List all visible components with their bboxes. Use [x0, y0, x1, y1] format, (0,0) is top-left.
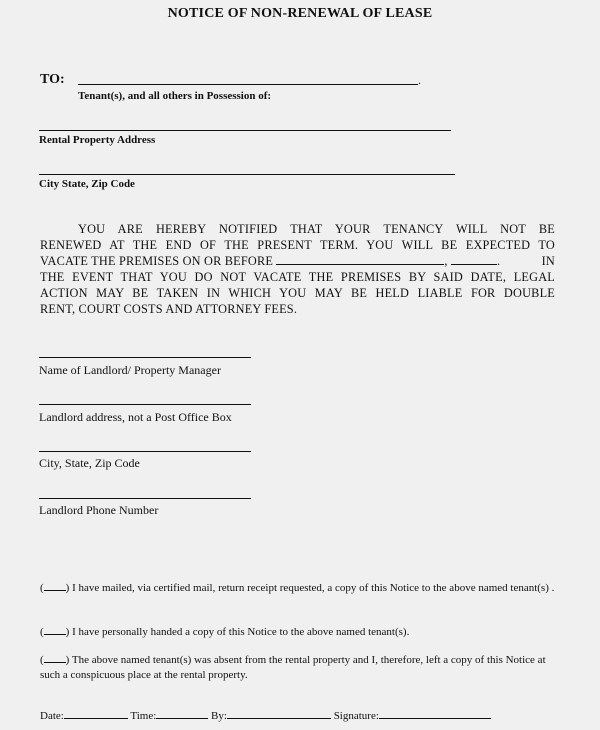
vacate-date-blank[interactable]	[276, 254, 444, 265]
landlord-city-line[interactable]	[39, 451, 251, 452]
by-field[interactable]	[227, 708, 331, 719]
notice-line: IN	[541, 254, 555, 268]
date-label: Date:	[40, 710, 64, 722]
mailed-checkbox[interactable]	[44, 580, 66, 591]
landlord-phone-label: Landlord Phone Number	[39, 503, 159, 517]
city-state-zip-label: City State, Zip Code	[39, 178, 135, 190]
document-title: NOTICE OF NON-RENEWAL OF LEASE	[167, 6, 433, 21]
by-label: By:	[211, 710, 227, 722]
notice-line: ACTION MAY BE TAKEN IN WHICH YOU MAY BE HELD LIABLE FOR DOUBLE	[40, 286, 555, 300]
time-field[interactable]	[156, 708, 208, 719]
to-suffix: .	[418, 73, 421, 87]
rental-address-label: Rental Property Address	[39, 134, 156, 146]
posted-checkbox[interactable]	[44, 652, 66, 663]
city-state-zip-line[interactable]	[39, 174, 455, 175]
notice-line: RENEWED AT THE END OF THE PRESENT TERM. YOU WILL BE EXPECTED TO	[40, 238, 555, 252]
certification-handed: ( ) I have personally handed a copy of this Notice to the above named tenant(s).	[40, 626, 410, 638]
tenants-label: Tenant(s), and all others in Possession of:	[78, 90, 272, 102]
certification-text: I have mailed, via certified mail, return receipt requested, a copy of this Notice to the above named tenant(s) .	[72, 582, 555, 594]
tenant-name-line[interactable]	[78, 84, 418, 85]
notice-line-vacate: VACATE THE PREMISES ON OR BEFORE , . IN	[40, 254, 555, 268]
certification-posted: ( ) The above named tenant(s) was absent from the rental property and I, therefore, left a copy of this Notice at such a conspicuous place at the rental property.	[40, 654, 546, 681]
landlord-address-label: Landlord address, not a Post Office Box	[39, 410, 232, 424]
notice-line: YOU ARE HEREBY NOTIFIED THAT YOUR TENANCY WILL NOT BE	[78, 222, 555, 236]
signature-field[interactable]	[379, 708, 491, 719]
landlord-name-line[interactable]	[39, 357, 251, 358]
rental-address-line[interactable]	[39, 130, 451, 131]
certification-text: I have personally handed a copy of this Notice to the above named tenant(s).	[72, 626, 410, 638]
certification-mailed: ( ) I have mailed, via certified mail, return receipt requested, a copy of this Notice to the above named tenant(s) .	[40, 582, 555, 594]
notice-line: RENT, COURT COSTS AND ATTORNEY FEES.	[40, 302, 298, 316]
signature-label: Signature:	[333, 710, 379, 722]
vacate-year-blank[interactable]	[451, 254, 497, 265]
landlord-phone-line[interactable]	[39, 498, 251, 499]
notice-line: THE EVENT THAT YOU DO NOT VACATE THE PREMISES BY SAID DATE, LEGAL	[40, 270, 555, 284]
notice-paragraph	[40, 221, 555, 317]
handed-checkbox[interactable]	[44, 624, 66, 635]
certification-text: The above named tenant(s) was absent from the rental property and I, therefore, left a copy of this Notice at such a conspicuous place at the rental property.	[40, 654, 546, 681]
date-field[interactable]	[64, 708, 128, 719]
landlord-city-label: City, State, Zip Code	[39, 456, 140, 470]
signature-row	[40, 708, 491, 722]
landlord-address-line[interactable]	[39, 404, 251, 405]
to-label: TO:	[40, 72, 65, 87]
time-label: Time:	[130, 710, 157, 722]
notice-line: VACATE THE PREMISES ON OR BEFORE	[40, 254, 274, 268]
landlord-name-label: Name of Landlord/ Property Manager	[39, 363, 221, 377]
